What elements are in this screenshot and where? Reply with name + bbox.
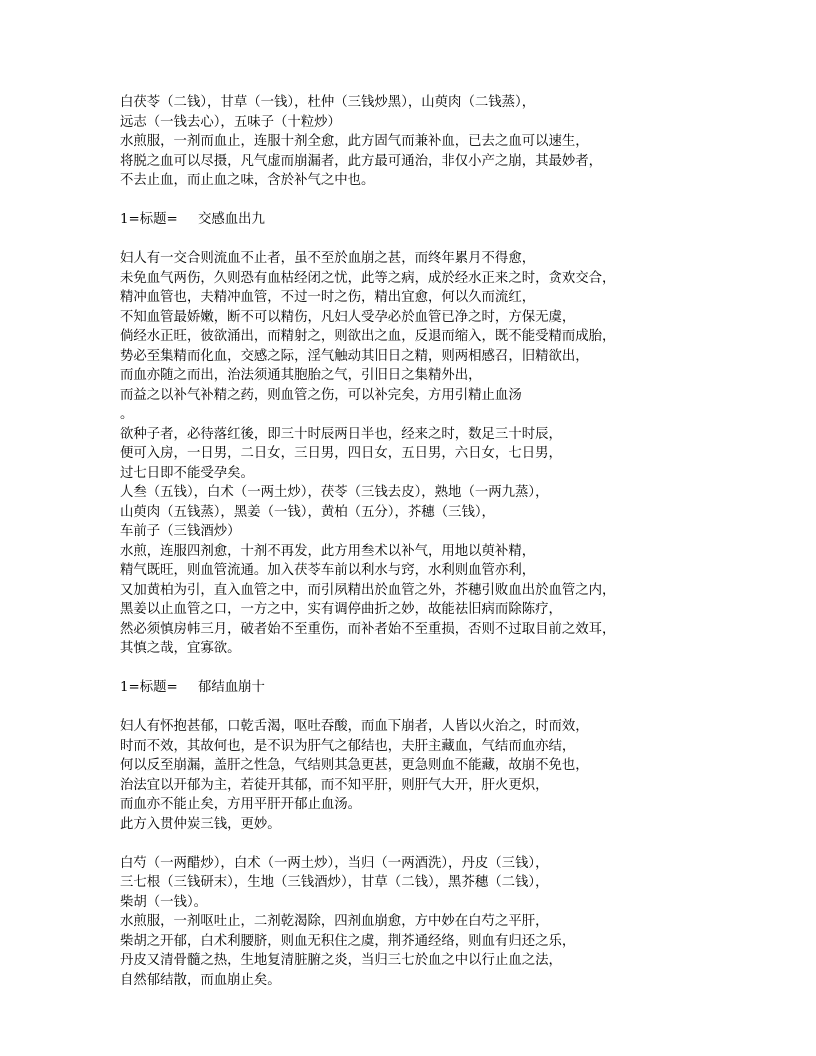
text-line: 水煎服，一剂而血止，连服十剂全愈，此方固气而兼补血，已去之血可以速生， (120, 134, 589, 149)
text-line: 不知血管最娇嫩，断不可以精伤，凡妇人受孕必於血管已净之时，方保无虞， (120, 309, 576, 325)
text-line: 远志（一钱去心），五味子（十粒炒） (120, 114, 341, 130)
text-line: 车前子（三钱酒炒） (120, 524, 241, 539)
text-line: 山萸肉（五钱蒸），黑姜（一钱），黄柏（五分），芥穗（三钱）， (120, 504, 495, 520)
text-line: 其慎之哉，宜寡欲。 (120, 641, 241, 656)
text-line: 过七日即不能受孕矣。 (120, 465, 254, 481)
text-line: 此方入贯仲炭三钱，更妙。 (120, 816, 281, 832)
text-line: 而血亦不能止矣，方用平肝开郁止血汤。 (120, 797, 362, 812)
blank-line (120, 191, 720, 211)
text-line: 而血亦随之而出，治法须通其胞胎之气，引旧日之集精外出， (120, 368, 482, 383)
heading-title: 郁结血崩十 (198, 680, 265, 695)
text-line: 精冲血管也，夫精冲血管，不过一时之伤，精出宜愈，何以久而流红， (120, 290, 536, 305)
text-line: 治法宜以开郁为主，若徒开其郁，而不知平肝，则肝气大开，肝火更炽， (120, 777, 549, 793)
text-line: 人叁（五钱），白术（一两土炒），茯苓（三钱去皮），熟地（一两九蒸）， (120, 485, 549, 500)
text-line: 妇人有怀抱甚郁，口乾舌渴，呕吐吞酸，而血下崩者，人皆以火治之，时而效， (120, 719, 589, 734)
text-line: 三七根（三钱研末），生地（三钱酒炒），甘草（二钱），黑芥穗（二钱）， (120, 875, 549, 890)
text-line: 而益之以补气补精之药，则血管之伤，可以补完矣，方用引精止血汤 (120, 387, 522, 403)
text-line: 自然郁结散，而血崩止矣。 (120, 972, 281, 988)
text-line: 又加黄柏为引，直入血管之中，而引夙精出於血管之外，芥穗引败血出於血管之内， (120, 582, 616, 598)
blank-line (120, 698, 720, 718)
text-line: 便可入房，一日男，二日女，三日男，四日女，五日男，六日女，七日男， (120, 446, 562, 461)
blank-line (120, 230, 720, 250)
blank-line (120, 834, 720, 854)
text-line: 时而不效，其故何也，是不识为肝气之郁结也，夫肝主藏血，气结而血亦结， (120, 738, 576, 754)
text-line: 精气既旺，则血管流通。加入茯苓车前以利水与窍，水利则血管亦利， (120, 563, 536, 578)
text-line: 倘经水正旺，彼欲涌出，而精射之，则欲出之血，反退而缩入，既不能受精而成胎， (120, 329, 616, 344)
document-page (120, 93, 720, 990)
text-line: 白芍（一两醋炒），白术（一两土炒），当归（一两酒洗），丹皮（三钱）， (120, 855, 549, 871)
text-line: 水煎，连服四剂愈，十剂不再发，此方用叁术以补气，用地以萸补精， (120, 543, 536, 559)
text-line: 柴胡（一钱）。 (120, 894, 208, 910)
text-line: 然必须慎房帏三月，破者始不至重伤，而补者始不至重损，否则不过取目前之效耳， (120, 621, 616, 637)
text-line: 丹皮又清骨髓之热，生地复清脏腑之炎，当归三七於血之中以行止血之法， (120, 953, 562, 968)
text-line: 柴胡之开郁，白术利腰脐，则血无积住之虞，荆芥通经络，则血有归还之乐， (120, 933, 576, 949)
heading-label: 1=标题= (120, 212, 178, 227)
paragraph-section-ten (120, 717, 720, 834)
paragraph-section-nine (120, 249, 720, 659)
text-line: 欲种子者，必待落红後，即三十时辰两日半也，经来之时，数足三十时辰， (120, 426, 562, 442)
section-heading (120, 210, 720, 230)
heading-label: 1=标题= (120, 680, 178, 695)
paragraph-formula-end (120, 93, 720, 191)
text-line: 势必至集精而化血，交感之际，淫气触动其旧日之精，则两相感召，旧精欲出， (120, 348, 589, 364)
text-line: 未免血气两伤，久则恐有血枯经闭之忧，此等之病，成於经水正来之时，贪欢交合， (120, 270, 616, 286)
text-line: 不去止血，而止血之味，含於补气之中也。 (120, 173, 375, 188)
text-line: 白茯苓（二钱），甘草（一钱），杜仲（三钱炒黑），山萸肉（二钱蒸）， (120, 95, 536, 110)
text-line: 妇人有一交合则流血不止者，虽不至於血崩之甚，而终年累月不得愈， (120, 251, 536, 266)
blank-line (120, 659, 720, 679)
heading-title: 交感血出九 (198, 212, 265, 227)
text-line: 水煎服，一剂呕吐止，二剂乾渴除，四剂血崩愈，方中妙在白芍之平肝， (120, 914, 549, 929)
text-line: 将脱之血可以尽摄，凡气虚而崩漏者，此方最可通治，非仅小产之崩，其最妙者， (120, 153, 603, 169)
paragraph-formula (120, 854, 720, 991)
text-line: 何以反至崩漏，盖肝之性急，气结则其急更甚，更急则血不能藏，故崩不免也， (120, 758, 589, 773)
text-line: 黑姜以止血管之口，一方之中，实有调停曲折之妙，故能祛旧病而除陈疗， (120, 602, 562, 617)
section-heading (120, 678, 720, 698)
text-line: 。 (120, 407, 134, 422)
